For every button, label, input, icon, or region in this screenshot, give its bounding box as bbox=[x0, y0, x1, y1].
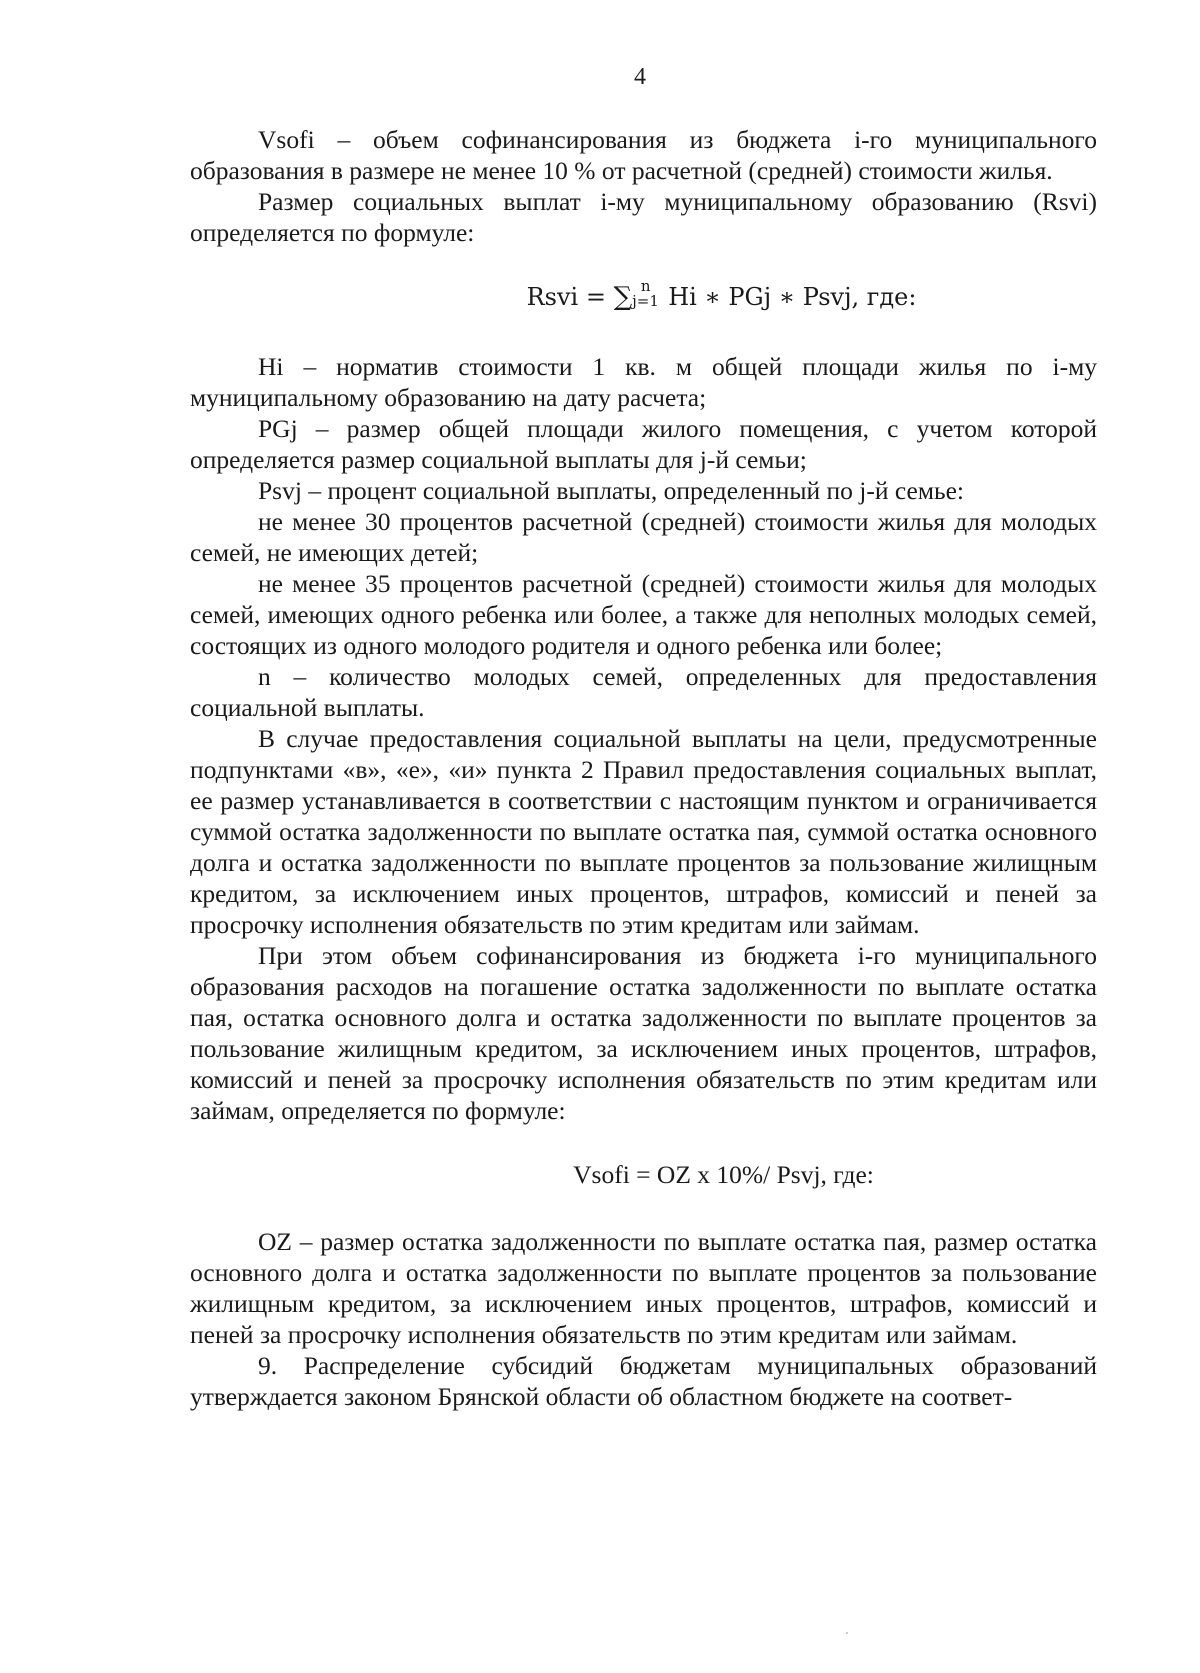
sum-lower-index: j=1 bbox=[632, 292, 659, 310]
paragraph-rsvi-intro: Размер социальных выплат i-му муниципальному образованию (Rsvi) определяется по формуле: bbox=[190, 187, 1097, 247]
formula-rsvi-rhs: Hi ∗ PGj ∗ Psvj, где: bbox=[660, 283, 917, 311]
paragraph-special-case: В случае предоставления социальной выплаты на цели, предусмотренные подпунктами «в», «е», «и» пункта 2 Правил предоставления социальных выплат, ее размер устанавливается в соответствии с настоящим пунктом и ограничивается суммой остатка задолженности по выплате остатка пая, суммой остатка основного долга и остатка задолженности по выплате процентов за пользование жилищным кредитом, за исключением иных процентов, штрафов, комиссий и пеней за просрочку исполнения обязательств по этим кредитам или займам. bbox=[190, 724, 1097, 939]
formula-rsvi bbox=[190, 277, 1097, 316]
scan-speck bbox=[846, 1632, 848, 1634]
formula-rsvi-lhs: Rsvi = bbox=[526, 283, 614, 311]
paragraph-item-9: 9. Распределение субсидий бюджетам муниципальных образований утверждается законом Брянской области об областном бюджете на соответ- bbox=[190, 1351, 1097, 1411]
formula-vsofi: Vsofi = OZ x 10%/ Psvj, где: bbox=[573, 1160, 874, 1189]
paragraph-psvj-definition: Psvj – процент социальной выплаты, определенный по j-й семье: bbox=[258, 476, 965, 505]
document-body bbox=[190, 124, 1097, 1412]
paragraph-n-definition: n – количество молодых семей, определенных для предоставления социальной выплаты. bbox=[190, 662, 1097, 722]
paragraph-pgj-definition: PGj – размер общей площади жилого помещения, с учетом которой определяется размер социальной выплаты для j-й семьи; bbox=[190, 414, 1097, 474]
paragraph-cofinancing: При этом объем софинансирования из бюджета i-го муниципального образования расходов на погашение остатка задолженности по выплате остатка пая, остатка основного долга и остатка задолженности по выплате процентов за пользование жилищным кредитом, за исключением иных процентов, штрафов, комиссий и пеней за просрочку исполнения обязательств по этим кредитам или займам, определяется по формуле: bbox=[190, 941, 1097, 1125]
paragraph-hi-definition: Hi – норматив стоимости 1 кв. м общей площади жилья по i-му муниципальному образованию на дату расчета; bbox=[190, 352, 1097, 412]
paragraph-35-percent: не менее 35 процентов расчетной (средней) стоимости жилья для молодых семей, имеющих одного ребенка или более, а также для неполных молодых семей, состоящих из одного молодого родителя и одного ребенка или более; bbox=[190, 569, 1097, 660]
paragraph-vsofi-definition: Vsofi – объем софинансирования из бюджета i-го муниципального образования в размере не менее 10 % от расчетной (средней) стоимости жилья. bbox=[190, 125, 1097, 185]
sum-upper-index: n bbox=[640, 277, 651, 295]
paragraph-30-percent: не менее 30 процентов расчетной (средней) стоимости жилья для молодых семей, не имеющих детей; bbox=[190, 507, 1097, 567]
page-number: 4 bbox=[634, 64, 646, 90]
paragraph-oz-definition: OZ – размер остатка задолженности по выплате остатка пая, размер остатка основного долга и остатка задолженности по выплате процентов за пользование жилищным кредитом, за исключением иных процентов, штрафов, комиссий и пеней за просрочку исполнения обязательств по этим кредитам или займам. bbox=[190, 1227, 1097, 1349]
sum-symbol: ∑ bbox=[613, 282, 633, 312]
